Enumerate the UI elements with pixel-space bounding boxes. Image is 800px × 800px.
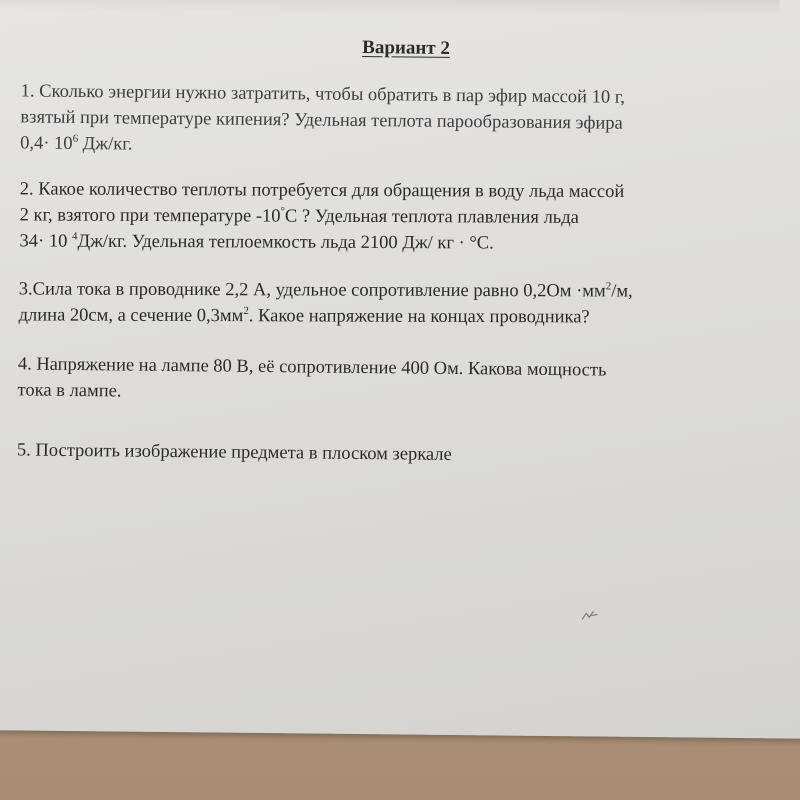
task-line: $0,4\cdot 10^6$ Дж/кг. [20, 132, 133, 155]
task-line: 4. Напряжение на лампе 80 В, её сопротивление 400 Ом. Какова мощность [17, 354, 607, 381]
task-3 [19, 276, 789, 331]
task-line: 34· 10 $^4$Дж/кг. Удельная теплоемкость льда 2100 Дж/ кг · °С. [19, 230, 494, 254]
task-5 [17, 437, 787, 471]
task-line: 1. Сколько энергии нужно затратить, чтобы обратить в пар эфир массой 10 г, [20, 81, 625, 108]
pen-mark [580, 608, 600, 622]
task-line: длина 20см, а сечение $0,3мм^2$. Какое напряжение на концах проводника? [18, 305, 590, 328]
sheet-shadow [0, 0, 780, 18]
task-line: взятый при температуре кипения? Удельная теплота парообразования эфира [20, 107, 623, 134]
task-line: 2. Какое количество теплоты потребуется для обращения в воду льда массой [19, 179, 625, 203]
task-line: 5. Построить изображение предмета в плоском зеркале [16, 440, 452, 465]
task-4 [17, 351, 788, 411]
task-line: 2 кг, взятого при температуре -10°С ? Удельная теплота плавления льда [19, 205, 579, 228]
task-2 [20, 176, 790, 257]
task-line: тока в лампе. [17, 380, 122, 402]
task-line: 3.Сила тока в проводнике 2,2 А, удельное сопротивление равно $0,2Ом \cdot мм^2/м$, [18, 279, 633, 302]
variant-title: Вариант 2 [362, 37, 451, 59]
task-1 [20, 78, 791, 164]
